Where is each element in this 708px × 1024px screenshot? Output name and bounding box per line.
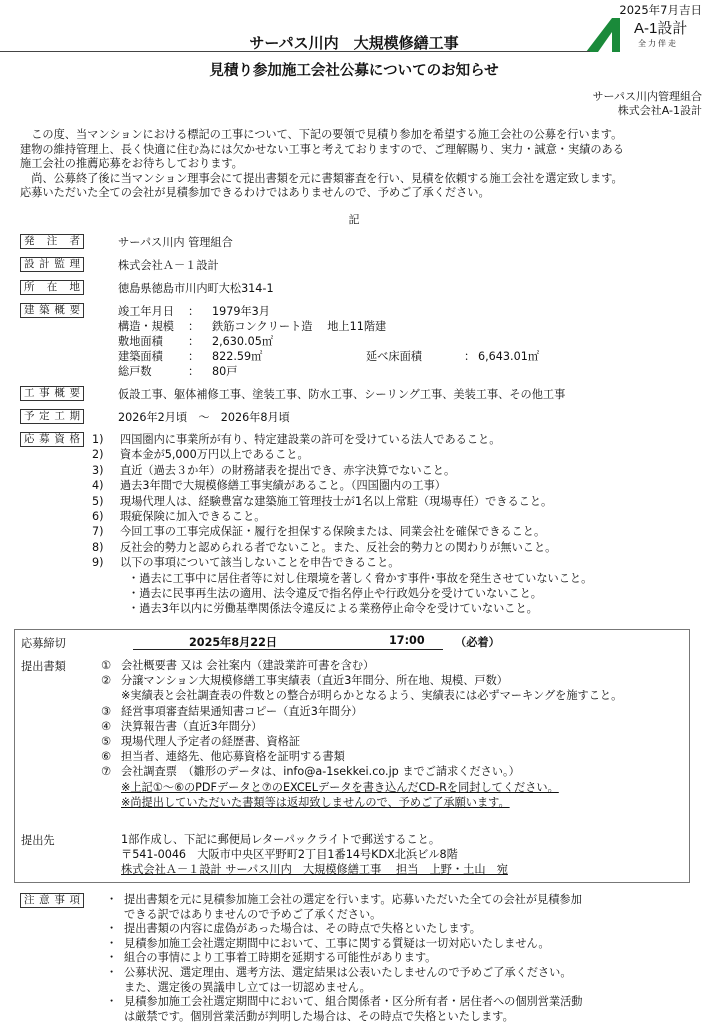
structure-label: 構造・規模 (118, 320, 174, 333)
label-work: 工事概要 (20, 386, 84, 401)
label-qualifications: 応募資格 (20, 432, 84, 447)
label-designer: 設計監理 (20, 257, 84, 272)
list-item: 3) 直近（過去３か年）の財務諸表を提出でき、赤字決算でないこと。 (92, 463, 456, 477)
document-subtitle: 見積り参加施工会社公募についてのお知らせ (209, 63, 499, 79)
dest-line: 〒541-0046 大阪市中央区平野町2丁目1番14号KDX北浜ビル8階 (121, 848, 458, 862)
structure-value: 鉄筋コンクリート造 地上11階建 (212, 320, 387, 333)
colon: ： (188, 335, 200, 348)
colon: ： (188, 320, 200, 333)
docs-note: ※尚提出していただいた書類等は返却致しませんので、予めご了承願います。 (121, 795, 510, 809)
list-item: ・ 見積参加施工会社選定期間中において、組合関係者・区分所有者・居住者への個別営業活動 (106, 995, 583, 1009)
sub-item: ・過去3年以内に労働基準関係法令違反による業務停止命令を受けていないこと。 (128, 602, 538, 616)
issuer-line: 株式会社A-1設計 (617, 104, 702, 117)
intro-line: 応募いただいた全ての会社が見積参加できるわけではありませんので、予めご了承ください。 (20, 186, 490, 200)
list-item: 5) 現場代理人は、経験豊富な建築施工管理技士が1名以上常駐（現場専任）できること。 (92, 494, 553, 508)
list-item: 8) 反社会的勢力と認められる者でないこと。また、反社会的勢力との関わりが無いこと。 (92, 540, 557, 554)
value-orderer: サーパス川内 管理組合 (118, 236, 233, 249)
value-location: 徳島県徳島市川内町大松314-1 (118, 282, 274, 295)
intro-line: 建物の維持管理上、長く快適に住む為には欠かせない工事と考えておりますので、ご理解賜り、実力・誠意・実績のある (20, 142, 624, 156)
label-notes: 注意事項 (20, 893, 84, 908)
list-item: ・ 見積参加施工会社選定期間中において、工事に関する質疑は一切対応いたしません。 (106, 936, 550, 950)
list-item: ③ 経営事項審査結果通知書コピー（直近3年間分） (101, 704, 363, 718)
label-location: 所在地 (20, 280, 84, 295)
dest-line: 1部作成し、下記に郵便局レターパックライトで郵送すること。 (121, 833, 441, 846)
intro-line: 施工会社の推薦応募をお待ちしております。 (20, 157, 243, 171)
floor-area-value: 6,643.01㎡ (478, 350, 540, 363)
list-item: ⑤ 現場代理人予定者の経歴書、資格証 (101, 735, 301, 749)
notes-list (106, 893, 582, 1024)
document-title: サーパス川内 大規模修繕工事 (249, 34, 459, 52)
intro-paragraph (20, 128, 700, 201)
docs-list (101, 658, 622, 810)
units-value: 80戸 (212, 365, 238, 378)
sub-item: ・過去に工事中に居住者等に対し住環境を著しく脅かす事件･事故を発生させていないこと。 (128, 571, 593, 585)
dest-block (121, 832, 508, 878)
list-item: ・ 提出書類を元に見積参加施工会社の選定を行います。応募いただいた全ての会社が見積参加 (106, 893, 582, 906)
value-work: 仮設工事、躯体補修工事、塗装工事、防水工事、シーリング工事、美装工事、その他工事 (118, 388, 566, 401)
submission-box (14, 629, 690, 883)
deadline-time: 17:00 (389, 634, 425, 647)
list-item: ※実績表と会社調査表の件数との整合が明らかとなるよう、実績表には必ずマーキングを施すこと。 (121, 689, 623, 703)
issue-date: 2025年7月吉日 (619, 3, 702, 17)
value-designer: 株式会社Ａ－１設計 (118, 259, 219, 272)
building-area-label: 建築面積 (118, 350, 163, 363)
deadline-note: （必着） (455, 636, 500, 649)
list-item: 6) 瑕疵保険に加入できること。 (92, 510, 266, 524)
logo-text: A-1設計 (634, 20, 688, 37)
list-item: ⑦ 会社調査票 （雛形のデータは、info@a-1sekkei.co.jp までご請求ください。） (101, 765, 520, 779)
list-item-cont: できる訳ではありませんので予めご了承ください。 (124, 907, 382, 921)
list-item: ① 会社概要書 又は 会社案内（建設業許可書を含む） (101, 659, 375, 672)
list-item-cont: は厳禁です。個別営業活動が判明した場合は、その時点で失格といたします。 (124, 1009, 514, 1023)
list-item: 2) 資本金が5,000万円以上であること。 (92, 448, 309, 462)
label-building: 建築概要 (20, 303, 84, 318)
issuer-line: サーパス川内管理組合 (592, 90, 702, 103)
list-item: ・ 組合の事情により工事着工時期を延期する可能性があります。 (106, 951, 437, 965)
site-area-value: 2,630.05㎡ (212, 335, 274, 348)
floor-area-label: 延べ床面積 (366, 350, 422, 363)
deadline-date: 2025年8月22日 (189, 636, 278, 649)
dest-line: 株式会社Ａ－１設計 サーパス川内 大規模修繕工事 担当 上野・土山 宛 (121, 863, 508, 877)
issuer-block (593, 90, 702, 118)
units-label: 総戸数 (118, 365, 152, 378)
building-area-value: 822.59㎡ (212, 350, 263, 363)
list-item: 9) 以下の事項について該当しないことを申告できること。 (92, 556, 400, 570)
list-item: 7) 今回工事の工事完成保証・履行を担保する保険または、同業会社を確保できること。 (92, 525, 546, 539)
label-period: 予定工期 (20, 409, 84, 424)
label-orderer: 発注者 (20, 234, 84, 249)
qualifications-list (92, 432, 592, 617)
docs-label: 提出書類 (21, 660, 66, 673)
deadline-label: 応募締切 (21, 637, 66, 650)
completed-label: 竣工年月日 (118, 305, 174, 318)
colon: ： (188, 365, 200, 378)
list-item: ④ 決算報告書（直近3年間分） (101, 719, 263, 733)
list-item: ・ 公募状況、選定理由、選考方法、選定結果は公表いたしませんので予めご了承ください。 (106, 965, 572, 979)
colon: ： (188, 350, 200, 363)
intro-line: この度、当マンションにおける標記の工事について、下記の要領で見積り参加を希望する施工会社の公募を行います。 (20, 128, 623, 141)
title-rule (0, 51, 590, 52)
list-item: 4) 過去3年間で大規模修繕工事実績があること。（四国圏内の工事） (92, 479, 446, 493)
colon: ： (464, 350, 476, 363)
list-item: ② 分譲マンション大規模修繕工事実績表（直近3年間分、所在地、規模、戸数） (101, 674, 508, 688)
list-item: ・ 提出書類の内容に虚偽があった場合は、その時点で失格といたします。 (106, 922, 481, 936)
ki-heading: 記 (348, 213, 360, 226)
colon: ： (188, 305, 200, 318)
completed-value: 1979年3月 (212, 305, 270, 318)
dest-label: 提出先 (21, 834, 55, 847)
list-item: ⑥ 担当者、連絡先、他応募資格を証明する書類 (101, 750, 345, 764)
sub-item: ・過去に民事再生法の適用、法令違反で指名停止や行政処分を受けていないこと。 (128, 587, 542, 601)
intro-line: 尚、公募終了後に当マンション理事会にて提出書類を元に書類審査を行い、見積を依頼する施工会社を選定致します。 (20, 171, 623, 185)
list-item: 1) 四国圏内に事業所が有り、特定建設業の許可を受けている法人であること。 (92, 433, 501, 446)
docs-note: ※上記①～⑥のPDFデータと⑦のEXCELデータを書き込んだCD-Rを同封してください。 (121, 780, 559, 794)
logo-subtext: 全力伴走 (638, 39, 678, 48)
value-period: 2026年2月頃 ～ 2026年8月頃 (118, 411, 290, 424)
site-area-label: 敷地面積 (118, 335, 163, 348)
list-item-cont: また、選定後の異議申し立ては一切認めません。 (124, 980, 371, 994)
